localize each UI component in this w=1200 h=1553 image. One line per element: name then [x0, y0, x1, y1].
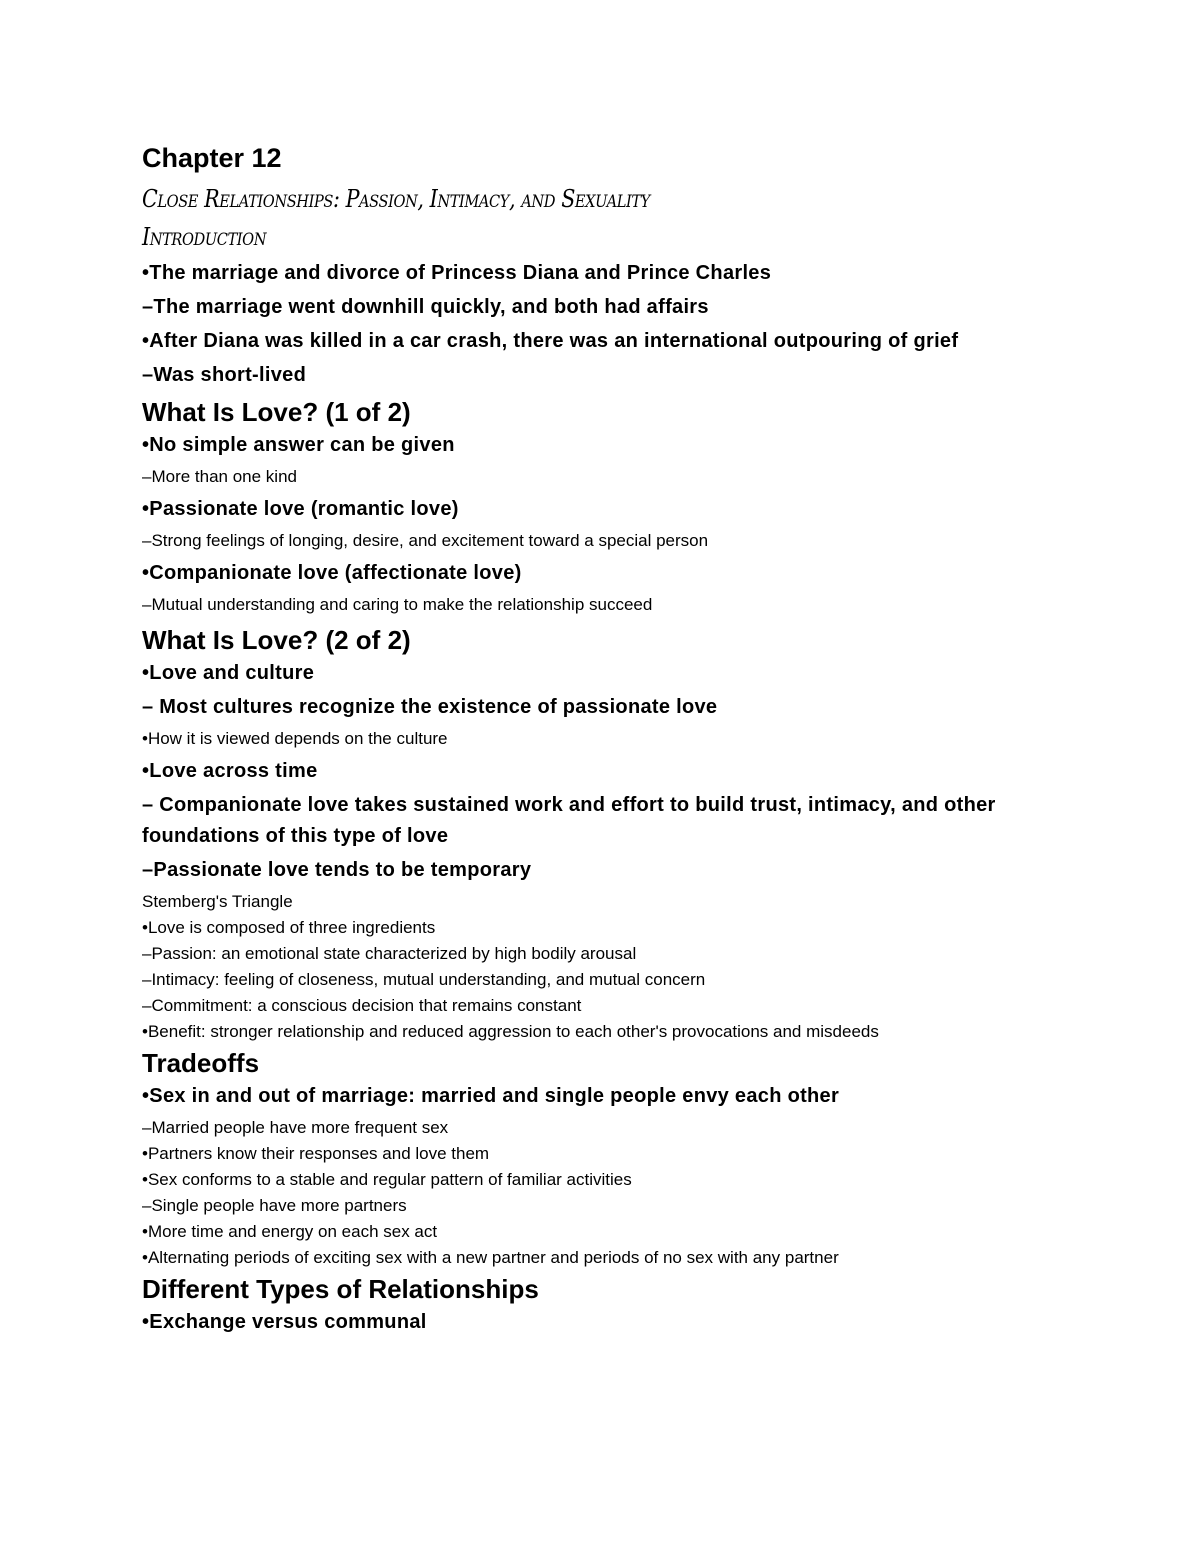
sub-line: –Single people have more partners: [142, 1196, 407, 1215]
sub-line: –Mutual understanding and caring to make the relationship succeed: [142, 595, 653, 614]
triangle-line: Stemberg's Triangle: [142, 892, 293, 911]
triangle-line: •Benefit: stronger relationship and reduced aggression to each other's provocations and misdeeds: [142, 1022, 879, 1041]
sub-line: •More time and energy on each sex act: [142, 1222, 438, 1241]
intro-line: –The marriage went downhill quickly, and both had affairs: [142, 296, 709, 318]
bullet-line: – Companionate love takes sustained work and effort to build trust, intimacy, and other foundations of this type of love: [142, 794, 996, 847]
bullet-line: •Passionate love (romantic love): [142, 498, 459, 520]
section-heading-tradeoffs: Tradeoffs: [142, 1048, 260, 1078]
bullet-line: •Love and culture: [142, 662, 315, 684]
triangle-line: –Commitment: a conscious decision that remains constant: [142, 996, 582, 1015]
chapter-subtitle: Close Relationships: Passion, Intimacy, and Sexuality: [142, 185, 650, 213]
section-heading-types: Different Types of Relationships: [142, 1274, 539, 1304]
sub-line: •How it is viewed depends on the culture: [142, 729, 448, 748]
bullet-line: •Love across time: [142, 760, 318, 782]
sub-line: •Sex conforms to a stable and regular pattern of familiar activities: [142, 1170, 632, 1189]
sub-line: –More than one kind: [142, 467, 297, 486]
sub-line: –Married people have more frequent sex: [142, 1118, 449, 1137]
triangle-line: •Love is composed of three ingredients: [142, 918, 436, 937]
chapter-title: Chapter 12: [142, 143, 282, 173]
bullet-line: •Sex in and out of marriage: married and single people envy each other: [142, 1085, 840, 1107]
bullet-line: •Exchange versus communal: [142, 1311, 427, 1333]
intro-heading: Introduction: [142, 223, 267, 251]
intro-line: –Was short-lived: [142, 364, 307, 386]
triangle-line: –Intimacy: feeling of closeness, mutual understanding, and mutual concern: [142, 970, 706, 989]
sub-line: •Partners know their responses and love them: [142, 1144, 490, 1163]
section-heading-love-1: What Is Love? (1 of 2): [142, 397, 411, 427]
intro-line: •After Diana was killed in a car crash, there was an international outpouring of grief: [142, 330, 959, 352]
bullet-line: •Companionate love (affectionate love): [142, 562, 522, 584]
intro-line: •The marriage and divorce of Princess Diana and Prince Charles: [142, 262, 772, 284]
document-page: [142, 140, 1102, 1341]
bullet-line: •No simple answer can be given: [142, 434, 455, 456]
section-heading-love-2: What Is Love? (2 of 2): [142, 625, 411, 655]
bullet-line: – Most cultures recognize the existence of passionate love: [142, 696, 718, 718]
bullet-line: –Passionate love tends to be temporary: [142, 859, 532, 881]
triangle-line: –Passion: an emotional state characterized by high bodily arousal: [142, 944, 637, 963]
sub-line: –Strong feelings of longing, desire, and excitement toward a special person: [142, 531, 709, 550]
sub-line: •Alternating periods of exciting sex with a new partner and periods of no sex with any partner: [142, 1248, 839, 1267]
